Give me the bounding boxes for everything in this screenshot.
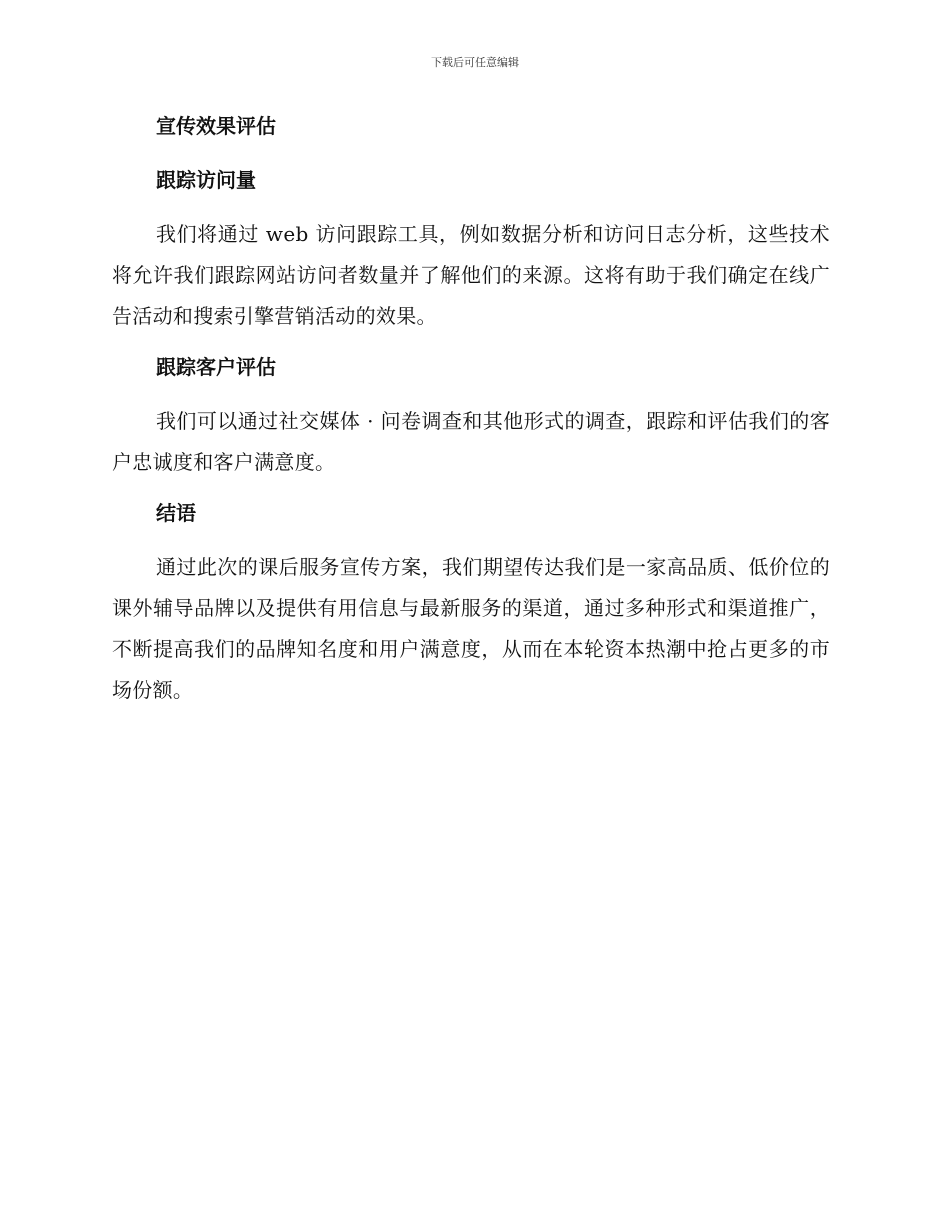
section-title: 宣传效果评估 <box>156 114 276 138</box>
paragraph-customer: 我们可以通过社交媒体 · 问卷调查和其他形式的调查，跟踪和评估我们的客户忠诚度和客户满意度。 <box>112 409 830 474</box>
paragraph-traffic: 我们将通过 web 访问跟踪工具，例如数据分析和访问日志分析，这些技术将允许我们跟踪网站访问者数量并了解他们的来源。这将有助于我们确定在线广告活动和搜索引擎营销活动的效果。 <box>112 222 830 328</box>
subsection-title-traffic: 跟踪访问量 <box>156 168 256 192</box>
subsection-title-customer: 跟踪客户评估 <box>156 355 276 379</box>
header-note: 下载后可任意编辑 <box>431 56 519 69</box>
paragraph-conclusion: 通过此次的课后服务宣传方案，我们期望传达我们是一家高品质、低价位的课外辅导品牌以及提供有用信息与最新服务的渠道，通过多种形式和渠道推广，不断提高我们的品牌知名度和用户满意度，从而在本轮资本热潮中抢占更多的市场份额。 <box>112 555 830 702</box>
conclusion-title: 结语 <box>156 501 196 525</box>
document-body <box>112 110 830 725</box>
